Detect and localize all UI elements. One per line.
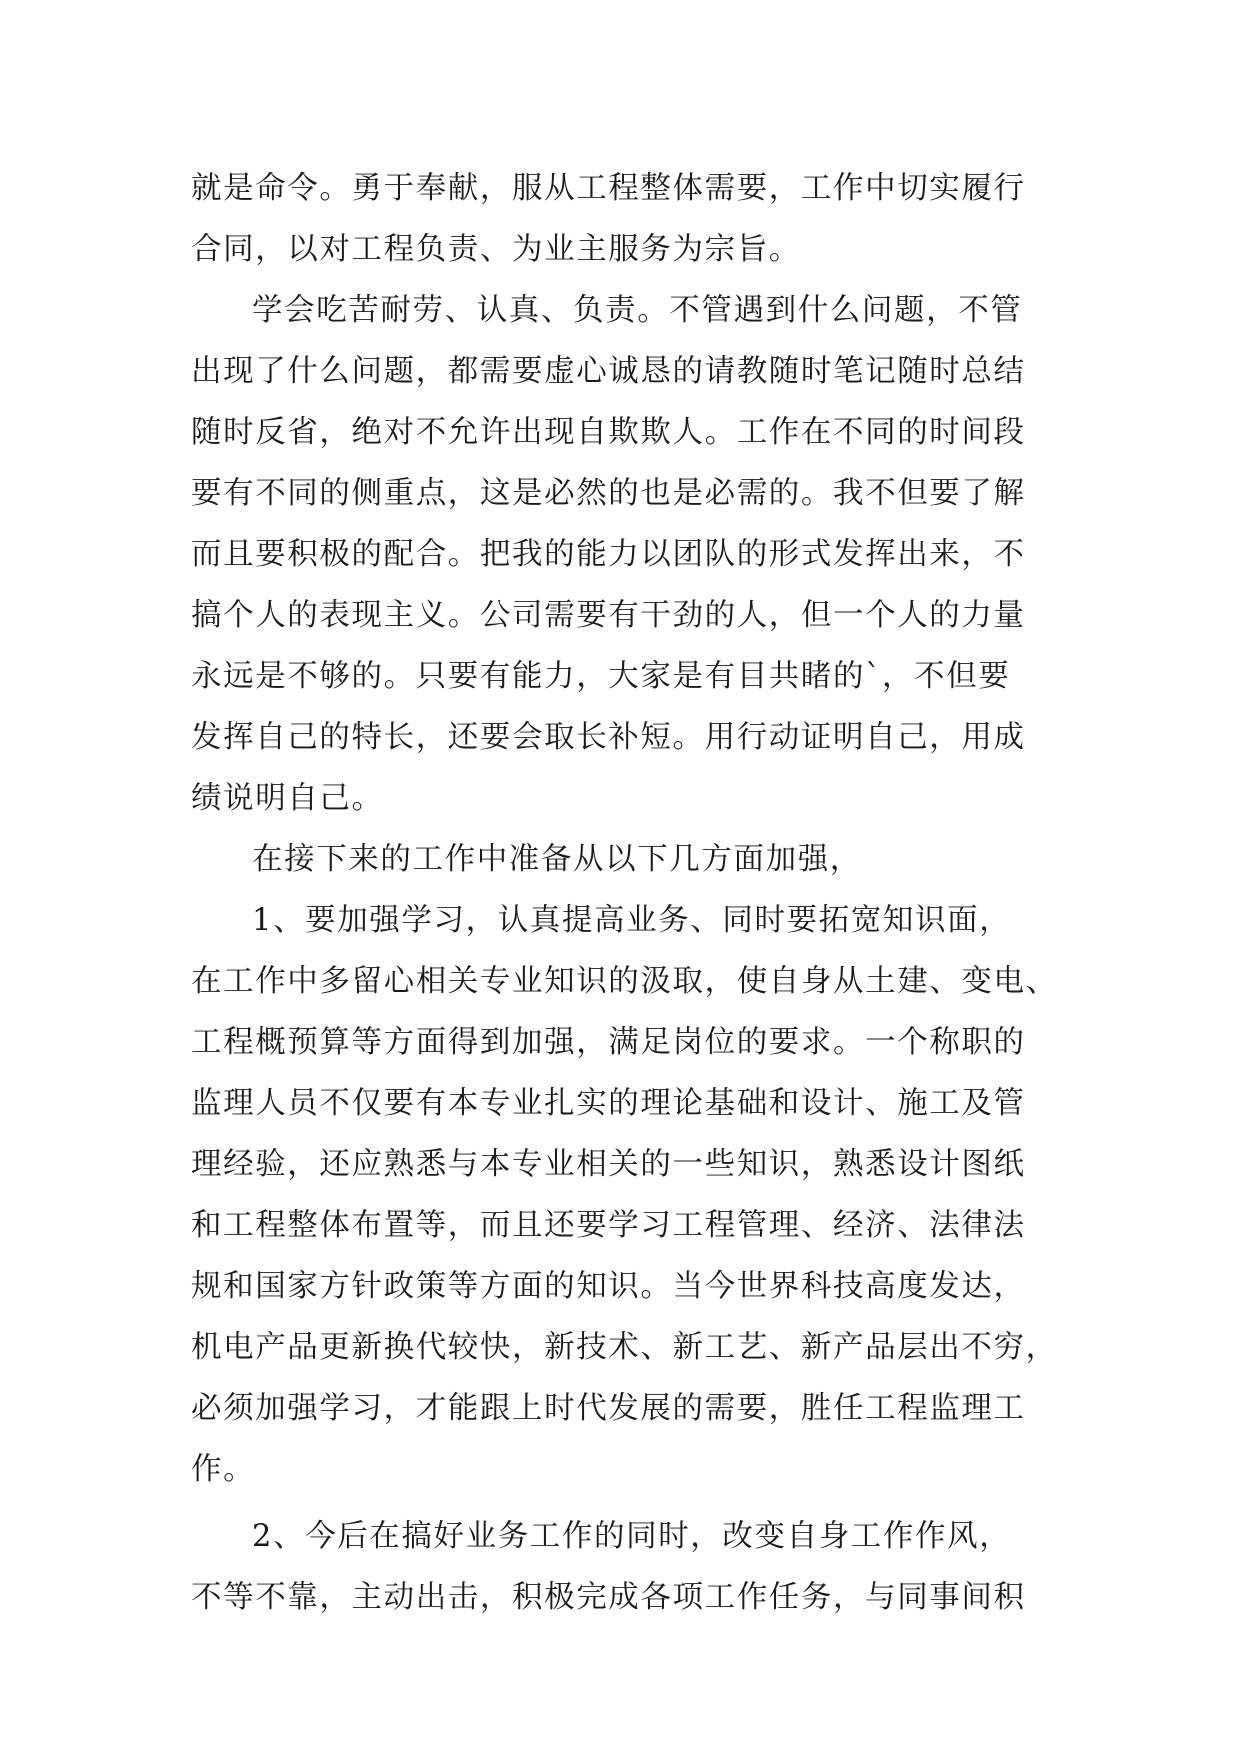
- document-body: [191, 158, 1058, 1628]
- text-line: 搞个人的表现主义。公司需要有干劲的人，但一个人的力量: [191, 598, 1026, 633]
- text-line: 学会吃苦耐劳、认真、负责。不管遇到什么问题，不管: [252, 293, 1023, 328]
- paragraph-3: [191, 829, 1051, 890]
- text-line: 出现了什么问题，都需要虚心诚恳的请教随时笔记随时总结: [191, 354, 1026, 389]
- text-line: 2、今后在搞好业务工作的同时，改变自身工作作风，: [252, 1519, 1012, 1554]
- text-line: 而且要积极的配合。把我的能力以团队的形式发挥出来，不: [191, 537, 1026, 572]
- text-line: 规和国家方针政策等方面的知识。当今世界科技高度发达，: [191, 1269, 1026, 1304]
- text-line: 必须加强学习，才能跟上时代发展的需要，胜任工程监理工: [191, 1391, 1026, 1426]
- text-line: 工程概预算等方面得到加强，满足岗位的要求。一个称职的: [191, 1025, 1026, 1060]
- text-line: 监理人员不仅要有本专业扎实的理论基础和设计、施工及管: [191, 1086, 1026, 1121]
- paragraph-4: [191, 890, 1058, 1500]
- paragraph-5: [191, 1506, 1051, 1628]
- text-line: 不等不靠，主动出击，积极完成各项工作任务，与同事间积: [191, 1580, 1026, 1615]
- text-line: 要有不同的侧重点，这是必然的也是必需的。我不但要了解: [191, 476, 1026, 511]
- text-line: 绩说明自己。: [191, 781, 384, 816]
- paragraph-2: [191, 280, 1051, 829]
- text-line: 随时反省，绝对不允许出现自欺欺人。工作在不同的时间段: [191, 415, 1026, 450]
- text-line: 和工程整体布置等，而且还要学习工程管理、经济、法律法: [191, 1208, 1026, 1243]
- text-line: 就是命令。勇于奉献，服从工程整体需要，工作中切实履行: [191, 171, 1026, 206]
- text-line: 1、要加强学习，认真提高业务、同时要拓宽知识面，: [252, 903, 1012, 938]
- text-line: 理经验，还应熟悉与本专业相关的一些知识，熟悉设计图纸: [191, 1147, 1026, 1182]
- text-line: 在接下来的工作中准备从以下几方面加强，: [252, 842, 862, 877]
- paragraph-1: [191, 158, 1051, 280]
- text-line: 在工作中多留心相关专业知识的汲取，使自身从土建、变电、: [191, 964, 1058, 999]
- text-line: 合同，以对工程负责、为业主服务为宗旨。: [191, 232, 801, 267]
- text-line: 作。: [191, 1452, 256, 1487]
- text-line: 机电产品更新换代较快，新技术、新工艺、新产品层出不穷，: [191, 1330, 1058, 1365]
- text-line: 永远是不够的。只要有能力，大家是有目共睹的`，不但要: [191, 659, 1011, 694]
- text-line: 发挥自己的特长，还要会取长补短。用行动证明自己，用成: [191, 720, 1026, 755]
